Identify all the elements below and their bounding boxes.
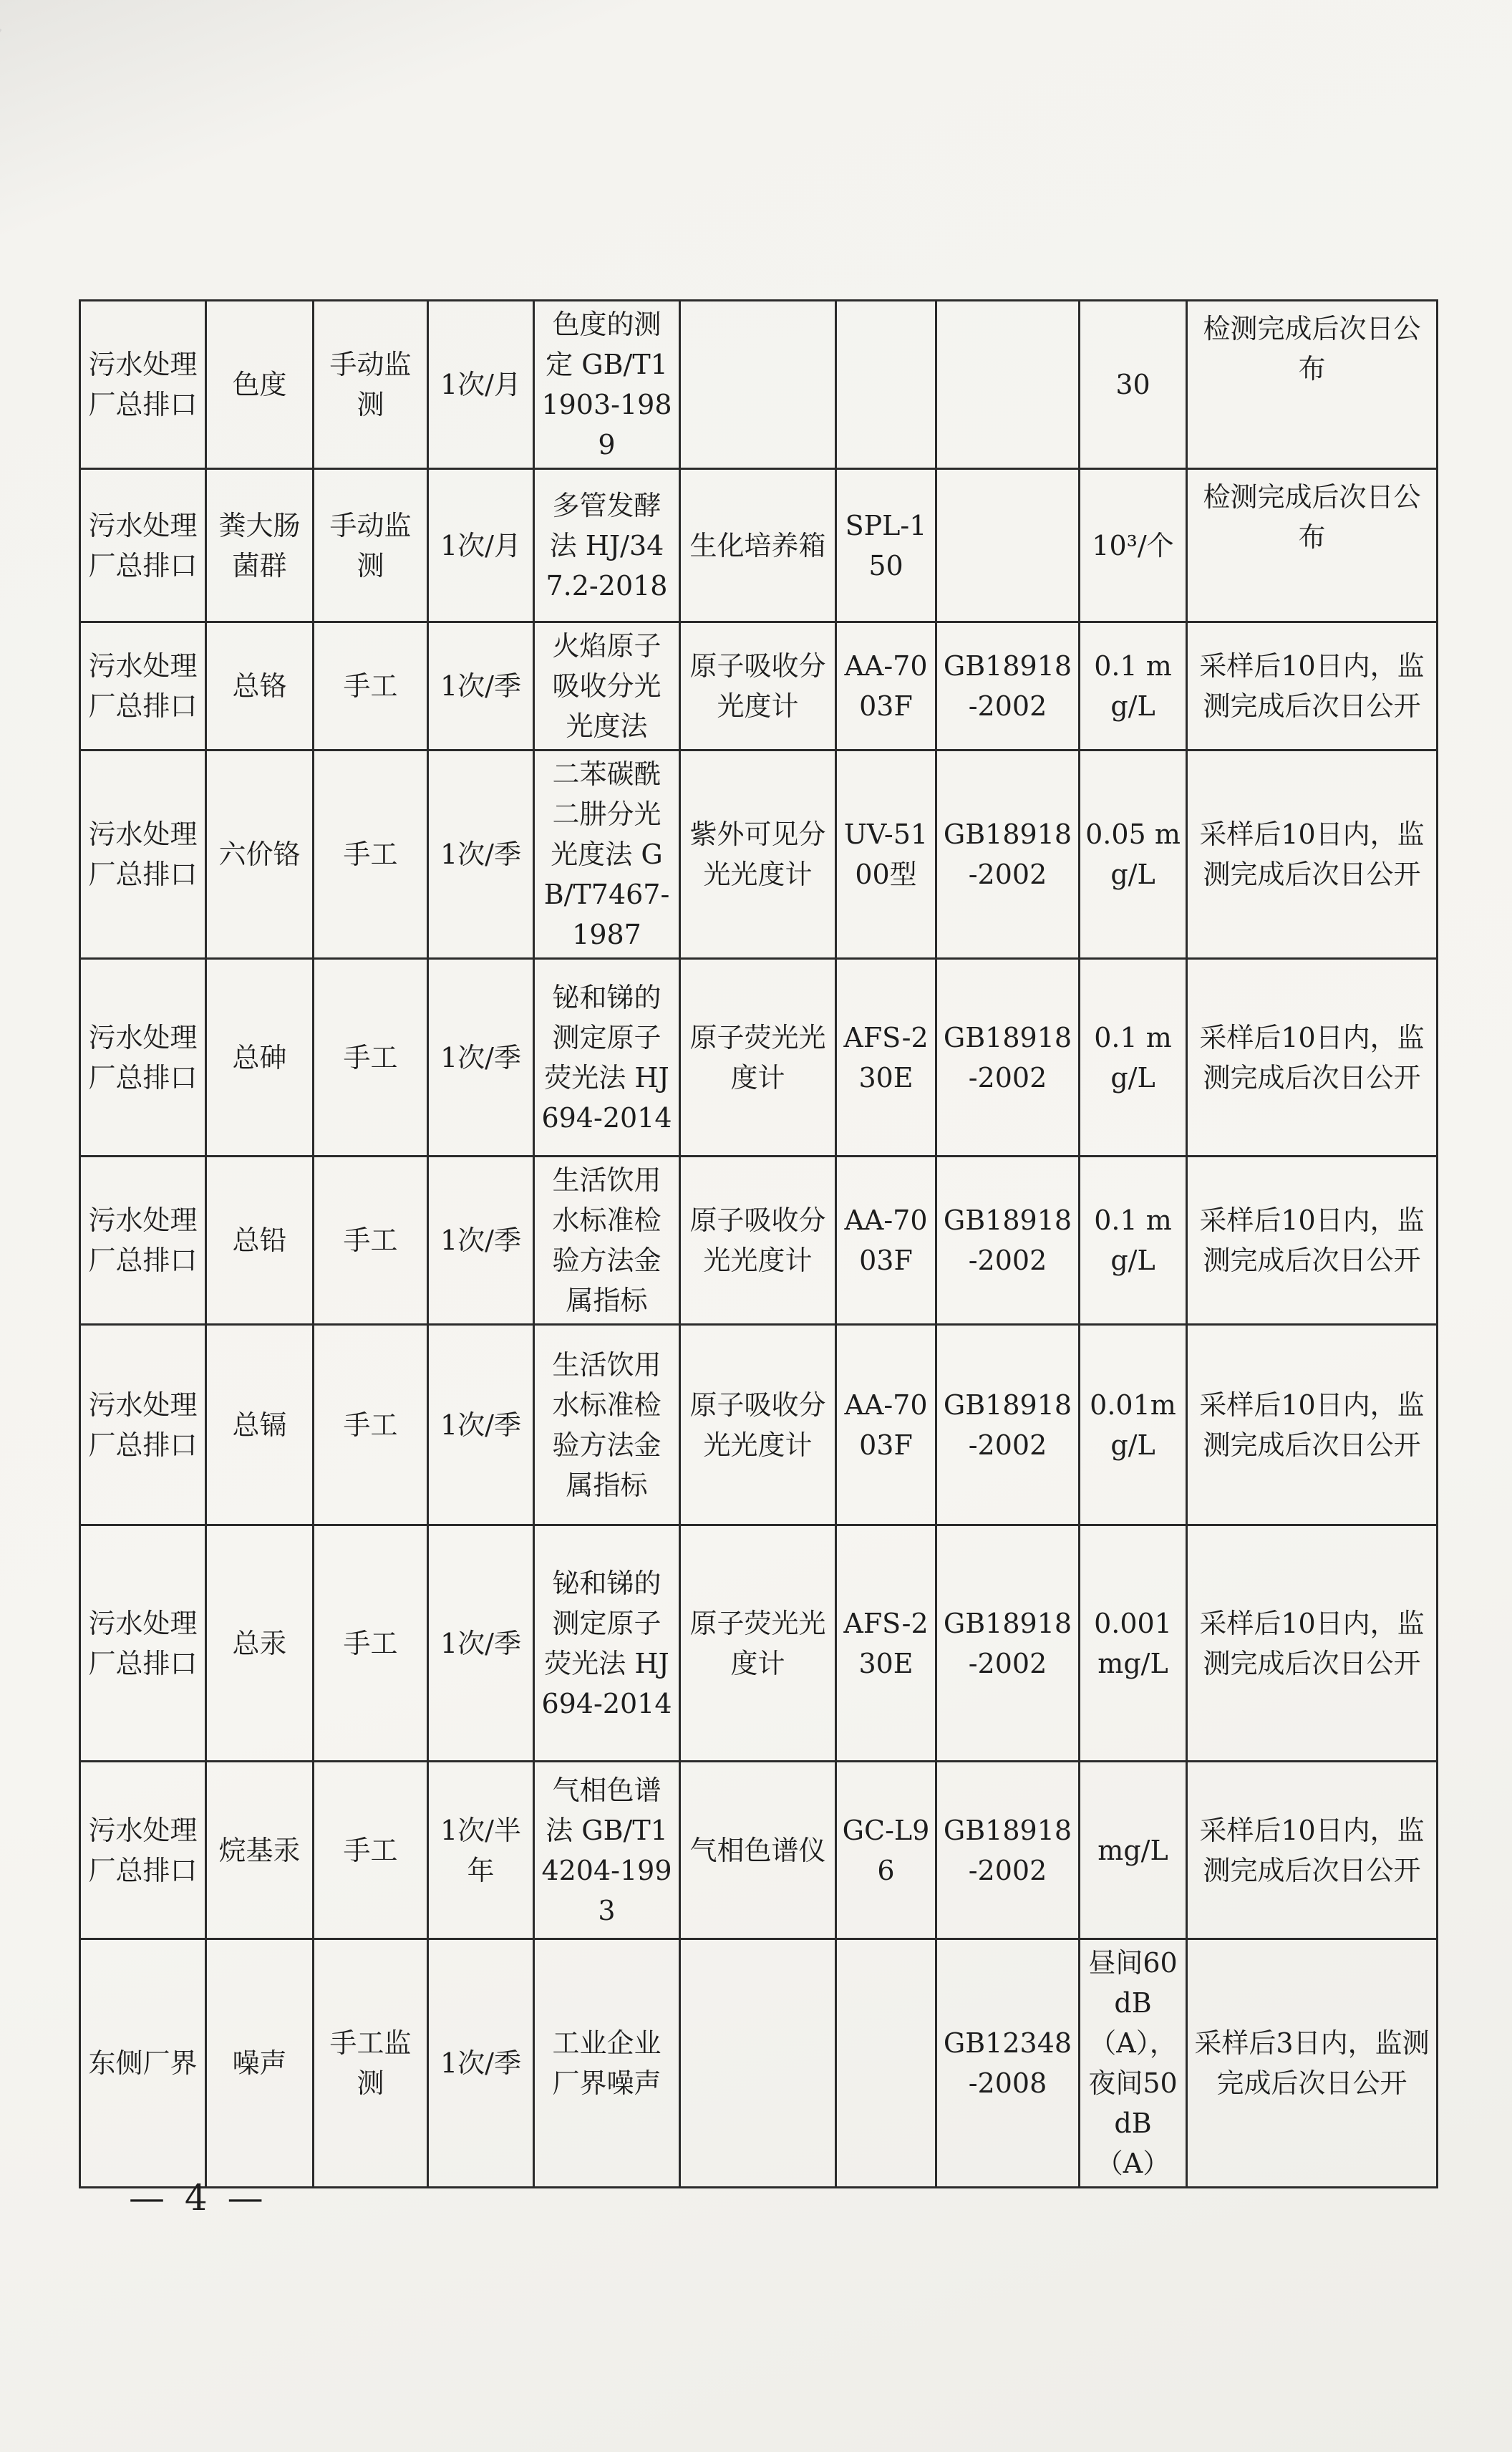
table-row: [80, 1939, 1438, 2188]
frequency-cell: 1次/季: [428, 1325, 534, 1525]
frequency-cell: 1次/季: [428, 1157, 534, 1325]
frequency-cell: 1次/月: [428, 469, 534, 622]
standard-cell: GB18918-2002: [936, 959, 1080, 1157]
item-cell: 总铅: [206, 1157, 314, 1325]
method-cell: 生活饮用水标准检验方法金属指标: [534, 1157, 680, 1325]
model-cell: [836, 1939, 936, 2188]
mode-cell: 手工监测: [314, 1939, 428, 2188]
standard-cell: GB18918-2002: [936, 1157, 1080, 1325]
limit-cell: 昼间60dB（A），夜间50dB（A）: [1080, 1939, 1187, 2188]
table-row: [80, 1157, 1438, 1325]
frequency-cell: 1次/季: [428, 959, 534, 1157]
frequency-cell: 1次/季: [428, 1525, 534, 1762]
model-cell: AA-7003F: [836, 1325, 936, 1525]
instrument-cell: 气相色谱仪: [680, 1762, 836, 1939]
mode-cell: 手工: [314, 1325, 428, 1525]
limit-cell: 10³/个: [1080, 469, 1187, 622]
site-cell: 污水处理厂总排口: [80, 301, 206, 469]
publish-cell: 采样后3日内，监测完成后次日公开: [1187, 1939, 1438, 2188]
item-cell: 烷基汞: [206, 1762, 314, 1939]
limit-cell: 0.001 mg/L: [1080, 1525, 1187, 1762]
method-cell: 铋和锑的测定原子荧光法 HJ694-2014: [534, 959, 680, 1157]
item-cell: 总铬: [206, 622, 314, 750]
method-cell: 多管发酵法 HJ/347.2-2018: [534, 469, 680, 622]
instrument-cell: 原子吸收分光光度计: [680, 1325, 836, 1525]
mode-cell: 手动监测: [314, 301, 428, 469]
mode-cell: 手动监测: [314, 469, 428, 622]
site-cell: 污水处理厂总排口: [80, 1762, 206, 1939]
model-cell: AA-7003F: [836, 622, 936, 750]
mode-cell: 手工: [314, 1762, 428, 1939]
standard-cell: GB18918-2002: [936, 1525, 1080, 1762]
method-cell: 铋和锑的测定原子荧光法 HJ694-2014: [534, 1525, 680, 1762]
standard-cell: GB18918-2002: [936, 1762, 1080, 1939]
standard-cell: GB18918-2002: [936, 1325, 1080, 1525]
model-cell: AFS-230E: [836, 959, 936, 1157]
limit-cell: 0.1 mg/L: [1080, 1157, 1187, 1325]
frequency-cell: 1次/季: [428, 1939, 534, 2188]
item-cell: 粪大肠菌群: [206, 469, 314, 622]
item-cell: 总镉: [206, 1325, 314, 1525]
instrument-cell: 原子吸收分光度计: [680, 622, 836, 750]
mode-cell: 手工: [314, 959, 428, 1157]
item-cell: 噪声: [206, 1939, 314, 2188]
method-cell: 色度的测定 GB/T11903-1989: [534, 301, 680, 469]
item-cell: 色度: [206, 301, 314, 469]
site-cell: 污水处理厂总排口: [80, 1157, 206, 1325]
site-cell: 污水处理厂总排口: [80, 959, 206, 1157]
limit-cell: 0.05 mg/L: [1080, 750, 1187, 959]
table-row: [80, 1762, 1438, 1939]
limit-cell: 0.01mg/L: [1080, 1325, 1187, 1525]
model-cell: AA-7003F: [836, 1157, 936, 1325]
mode-cell: 手工: [314, 750, 428, 959]
site-cell: 污水处理厂总排口: [80, 622, 206, 750]
method-cell: 气相色谱法 GB/T14204-1993: [534, 1762, 680, 1939]
mode-cell: 手工: [314, 622, 428, 750]
frequency-cell: 1次/季: [428, 622, 534, 750]
method-cell: 火焰原子吸收分光光度法: [534, 622, 680, 750]
table-row: [80, 959, 1438, 1157]
limit-cell: 0.1 mg/L: [1080, 959, 1187, 1157]
method-cell: 二苯碳酰二肼分光光度法 GB/T7467-1987: [534, 750, 680, 959]
instrument-cell: 紫外可见分光光度计: [680, 750, 836, 959]
instrument-cell: 原子荧光光度计: [680, 959, 836, 1157]
frequency-cell: 1次/半年: [428, 1762, 534, 1939]
mode-cell: 手工: [314, 1157, 428, 1325]
model-cell: AFS-230E: [836, 1525, 936, 1762]
publish-cell: 采样后10日内，监测完成后次日公开: [1187, 1525, 1438, 1762]
method-cell: 生活饮用水标准检验方法金属指标: [534, 1325, 680, 1525]
publish-cell: 检测完成后次日公布: [1187, 301, 1438, 469]
mode-cell: 手工: [314, 1525, 428, 1762]
instrument-cell: 生化培养箱: [680, 469, 836, 622]
table-row: [80, 469, 1438, 622]
frequency-cell: 1次/月: [428, 301, 534, 469]
publish-cell: 采样后10日内，监测完成后次日公开: [1187, 750, 1438, 959]
instrument-cell: 原子吸收分光光度计: [680, 1157, 836, 1325]
publish-cell: 采样后10日内，监测完成后次日公开: [1187, 1762, 1438, 1939]
standard-cell: GB18918-2002: [936, 750, 1080, 959]
page-number: — 4 —: [129, 2177, 268, 2219]
site-cell: 污水处理厂总排口: [80, 750, 206, 959]
limit-cell: 0.1 mg/L: [1080, 622, 1187, 750]
method-cell: 工业企业厂界噪声: [534, 1939, 680, 2188]
instrument-cell: 原子荧光光度计: [680, 1525, 836, 1762]
model-cell: [836, 301, 936, 469]
site-cell: 污水处理厂总排口: [80, 1325, 206, 1525]
table-row: [80, 622, 1438, 750]
limit-cell: 30: [1080, 301, 1187, 469]
standard-cell: GB12348-2008: [936, 1939, 1080, 2188]
table-row: [80, 301, 1438, 469]
frequency-cell: 1次/季: [428, 750, 534, 959]
table-row: [80, 1525, 1438, 1762]
standard-cell: [936, 301, 1080, 469]
site-cell: 污水处理厂总排口: [80, 469, 206, 622]
item-cell: 总砷: [206, 959, 314, 1157]
table-row: [80, 750, 1438, 959]
site-cell: 东侧厂界: [80, 1939, 206, 2188]
standard-cell: GB18918-2002: [936, 622, 1080, 750]
site-cell: 污水处理厂总排口: [80, 1525, 206, 1762]
publish-cell: 检测完成后次日公布: [1187, 469, 1438, 622]
publish-cell: 采样后10日内，监测完成后次日公开: [1187, 1157, 1438, 1325]
monitoring-table: [79, 299, 1438, 2188]
model-cell: SPL-150: [836, 469, 936, 622]
standard-cell: [936, 469, 1080, 622]
item-cell: 总汞: [206, 1525, 314, 1762]
table-row: [80, 1325, 1438, 1525]
publish-cell: 采样后10日内，监测完成后次日公开: [1187, 959, 1438, 1157]
publish-cell: 采样后10日内，监测完成后次日公开: [1187, 622, 1438, 750]
instrument-cell: [680, 1939, 836, 2188]
item-cell: 六价铬: [206, 750, 314, 959]
limit-cell: mg/L: [1080, 1762, 1187, 1939]
publish-cell: 采样后10日内，监测完成后次日公开: [1187, 1325, 1438, 1525]
model-cell: UV-5100型: [836, 750, 936, 959]
model-cell: GC-L96: [836, 1762, 936, 1939]
instrument-cell: [680, 301, 836, 469]
